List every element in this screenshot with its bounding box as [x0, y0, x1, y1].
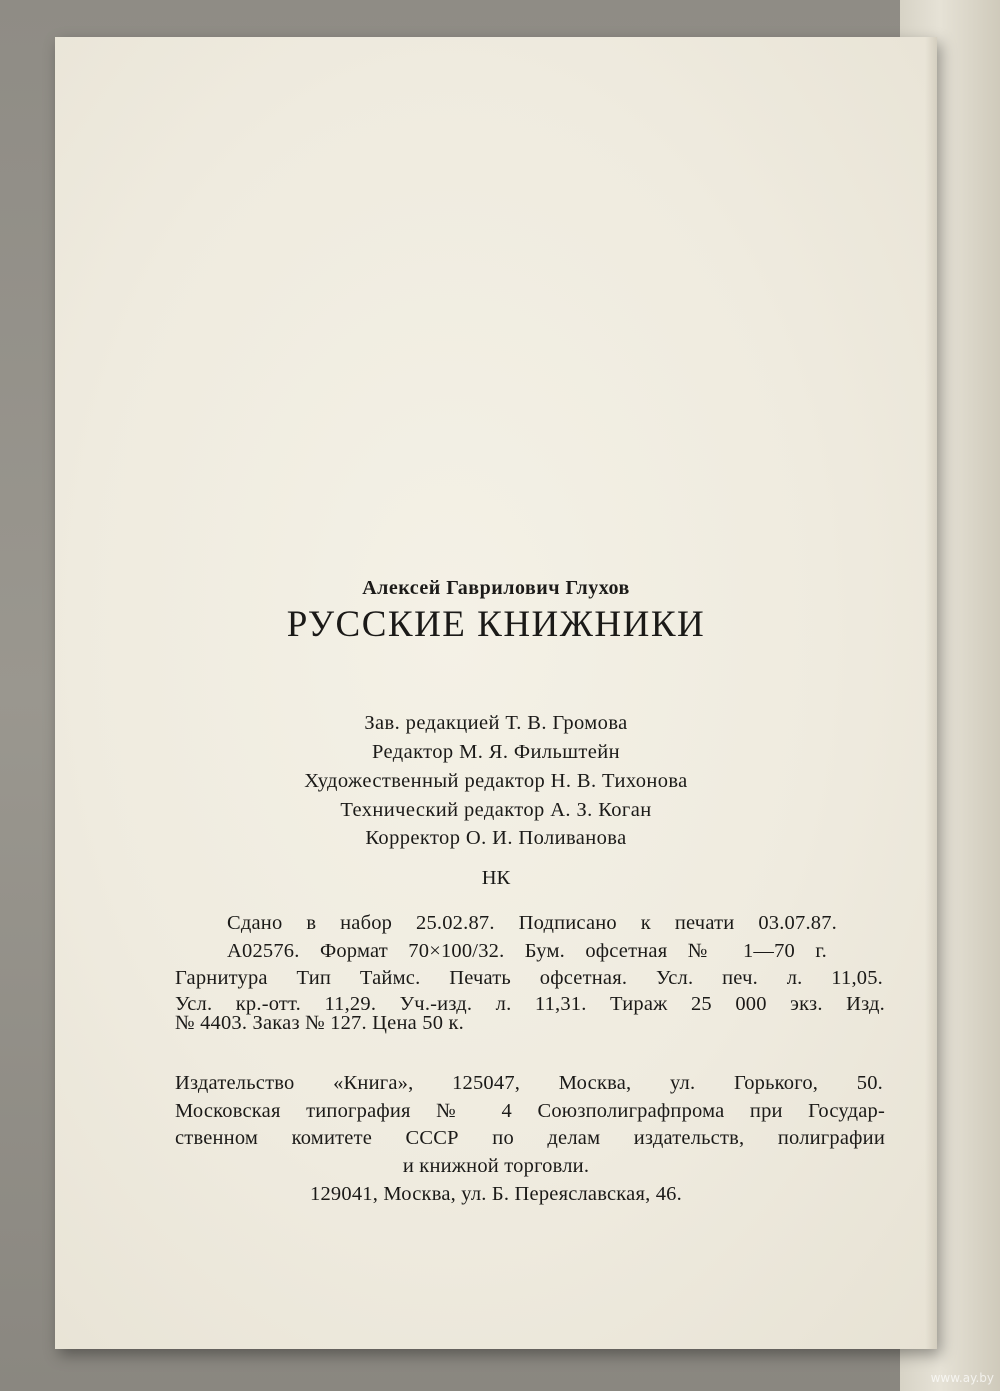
- publisher-line: Московская типография № 4 Союзполиграфпрома при Государ-: [175, 1100, 885, 1122]
- page-shadow: [925, 37, 937, 1349]
- watermark-text: www.ay.by: [930, 1371, 994, 1385]
- staff-line: Редактор М. Я. Фильштейн: [371, 741, 621, 763]
- staff-line: Технический редактор А. З. Коган: [340, 799, 652, 821]
- imprint-line: Сдано в набор 25.02.87. Подписано к печати 03.07.87.: [227, 912, 837, 934]
- imprint-line: Гарнитура Тип Таймс. Печать офсетная. Усл. печ. л. 11,05.: [175, 967, 883, 989]
- publisher-line: и книжной торговли.: [402, 1155, 590, 1177]
- book-title: РУССКИЕ КНИЖНИКИ: [286, 604, 706, 645]
- imprint-line: № 4403. Заказ № 127. Цена 50 к.: [175, 1012, 464, 1034]
- publisher-line: 129041, Москва, ул. Б. Переяславская, 46.: [310, 1183, 682, 1205]
- staff-line: Художественный редактор Н. В. Тихонова: [304, 770, 688, 792]
- publisher-code: НК: [481, 867, 511, 889]
- publisher-line: Издательство «Книга», 125047, Москва, ул. Горького, 50.: [175, 1072, 883, 1094]
- imprint-line: Усл. кр.-отт. 11,29. Уч.-изд. л. 11,31. Тираж 25 000 экз. Изд.: [175, 993, 885, 1015]
- imprint-line: А02576. Формат 70×100/32. Бум. офсетная № 1—70 г.: [227, 940, 827, 962]
- staff-line: Корректор О. И. Поливанова: [365, 827, 627, 849]
- staff-line: Зав. редакцией Т. В. Громова: [364, 712, 628, 734]
- author-name: Алексей Гаврилович Глухов: [362, 577, 630, 599]
- publisher-line: ственном комитете СССР по делам издательств, полиграфии: [175, 1127, 885, 1149]
- book-page: [55, 37, 937, 1349]
